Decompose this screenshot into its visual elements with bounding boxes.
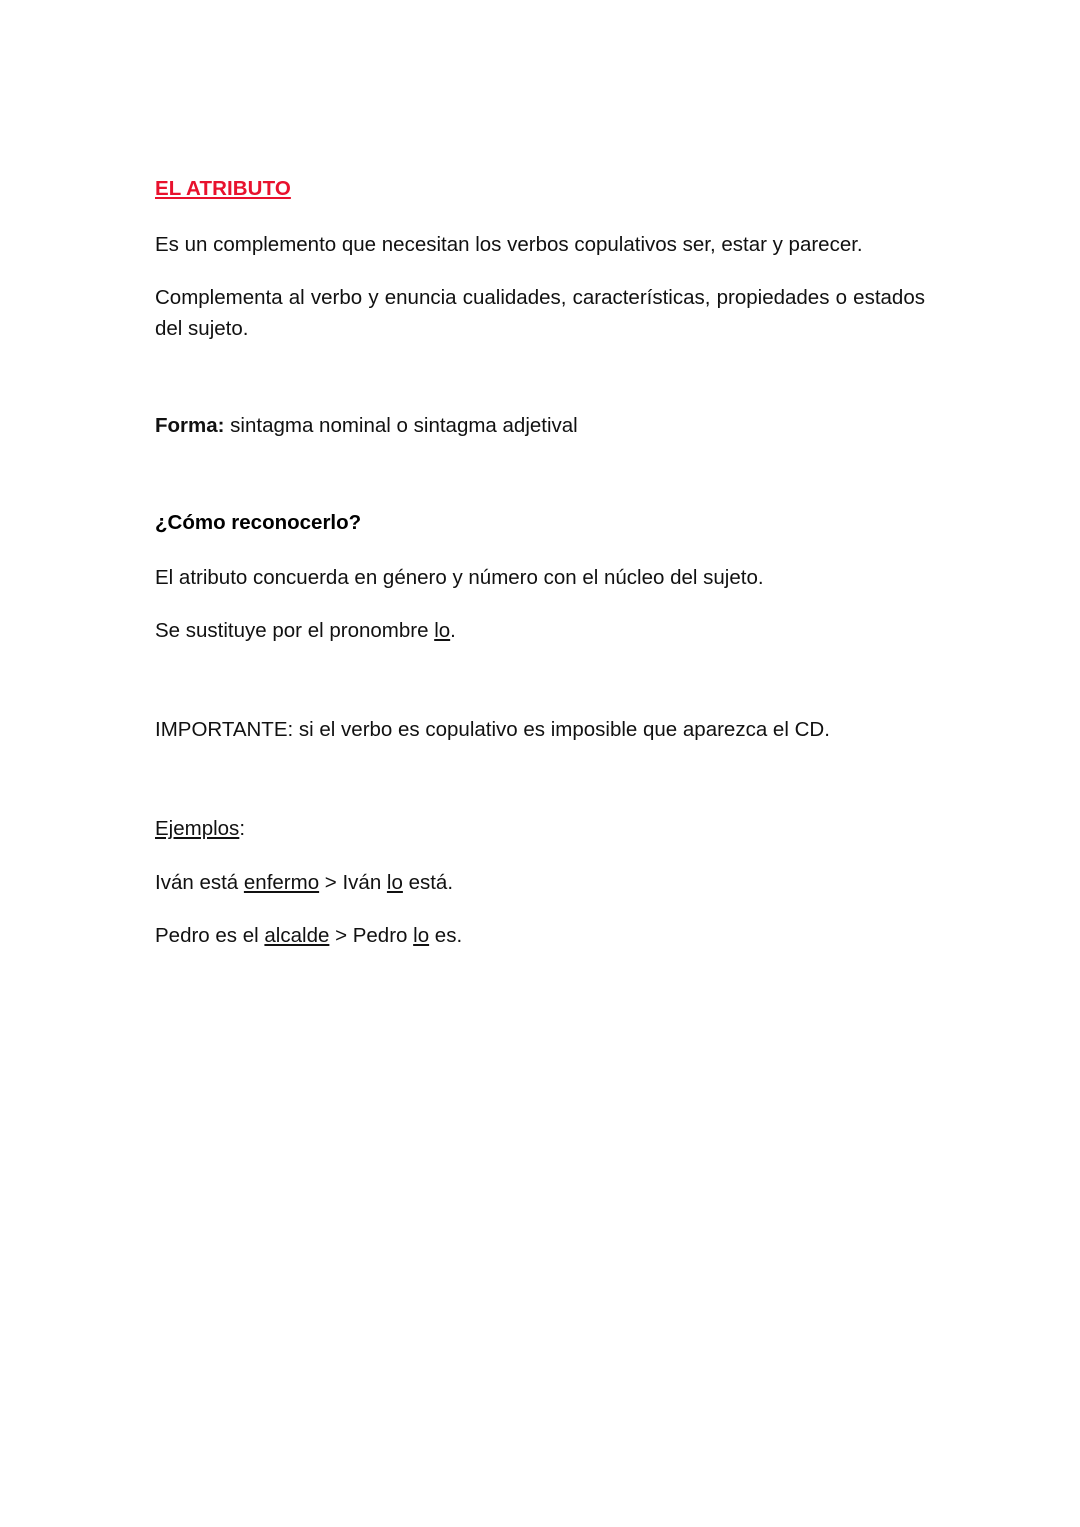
ejemplo-1: [155, 867, 925, 898]
ejemplo-2: [155, 920, 925, 951]
spacer-2: [155, 463, 925, 509]
paragraph-sustitucion: [155, 615, 925, 646]
sustitucion-text-post: .: [450, 619, 456, 643]
ejemplo-1-part-c: está.: [402, 870, 454, 894]
document-body: [155, 175, 925, 951]
ejemplos-colon: :: [239, 817, 246, 841]
paragraph-complementa: Complementa al verbo y enuncia cualidades, características, propiedades o estados del sujeto.: [155, 285, 925, 340]
ejemplo-1-underline-1: enfermo: [243, 870, 320, 894]
ejemplo-1-underline-2: lo: [386, 870, 403, 894]
ejemplo-2-underline-2: lo: [413, 923, 430, 947]
sustitucion-pronombre: lo: [434, 619, 451, 643]
ejemplos-label: Ejemplos: [155, 817, 240, 841]
sustitucion-text-pre: Se sustituye por el pronombre: [155, 619, 435, 643]
spacer-1: [155, 366, 925, 410]
spacer-4: [155, 767, 925, 813]
paragraph-importante: IMPORTANTE: si el verbo es copulativo es imposible que aparezca el CD.: [155, 718, 830, 742]
page-title: EL ATRIBUTO: [155, 177, 291, 200]
forma-label: Forma:: [155, 414, 225, 438]
ejemplo-2-part-a: Pedro es el: [155, 923, 265, 947]
ejemplo-2-part-c: es.: [429, 923, 463, 947]
ejemplo-1-part-a: Iván está: [155, 870, 244, 894]
ejemplos-heading: [155, 813, 925, 844]
ejemplo-2-underline-1: alcalde: [264, 923, 330, 947]
heading-como-reconocerlo: ¿Cómo reconocerlo?: [155, 511, 362, 535]
forma-value: sintagma nominal o sintagma adjetival: [224, 414, 578, 438]
paragraph-forma: [155, 410, 925, 441]
spacer-3: [155, 668, 925, 714]
ejemplo-2-part-b: > Pedro: [329, 923, 414, 947]
paragraph-intro: Es un complemento que necesitan los verbos copulativos ser, estar y parecer.: [155, 232, 863, 256]
ejemplo-1-part-b: > Iván: [319, 870, 387, 894]
paragraph-concordancia: El atributo concuerda en género y número con el núcleo del sujeto.: [155, 565, 764, 589]
